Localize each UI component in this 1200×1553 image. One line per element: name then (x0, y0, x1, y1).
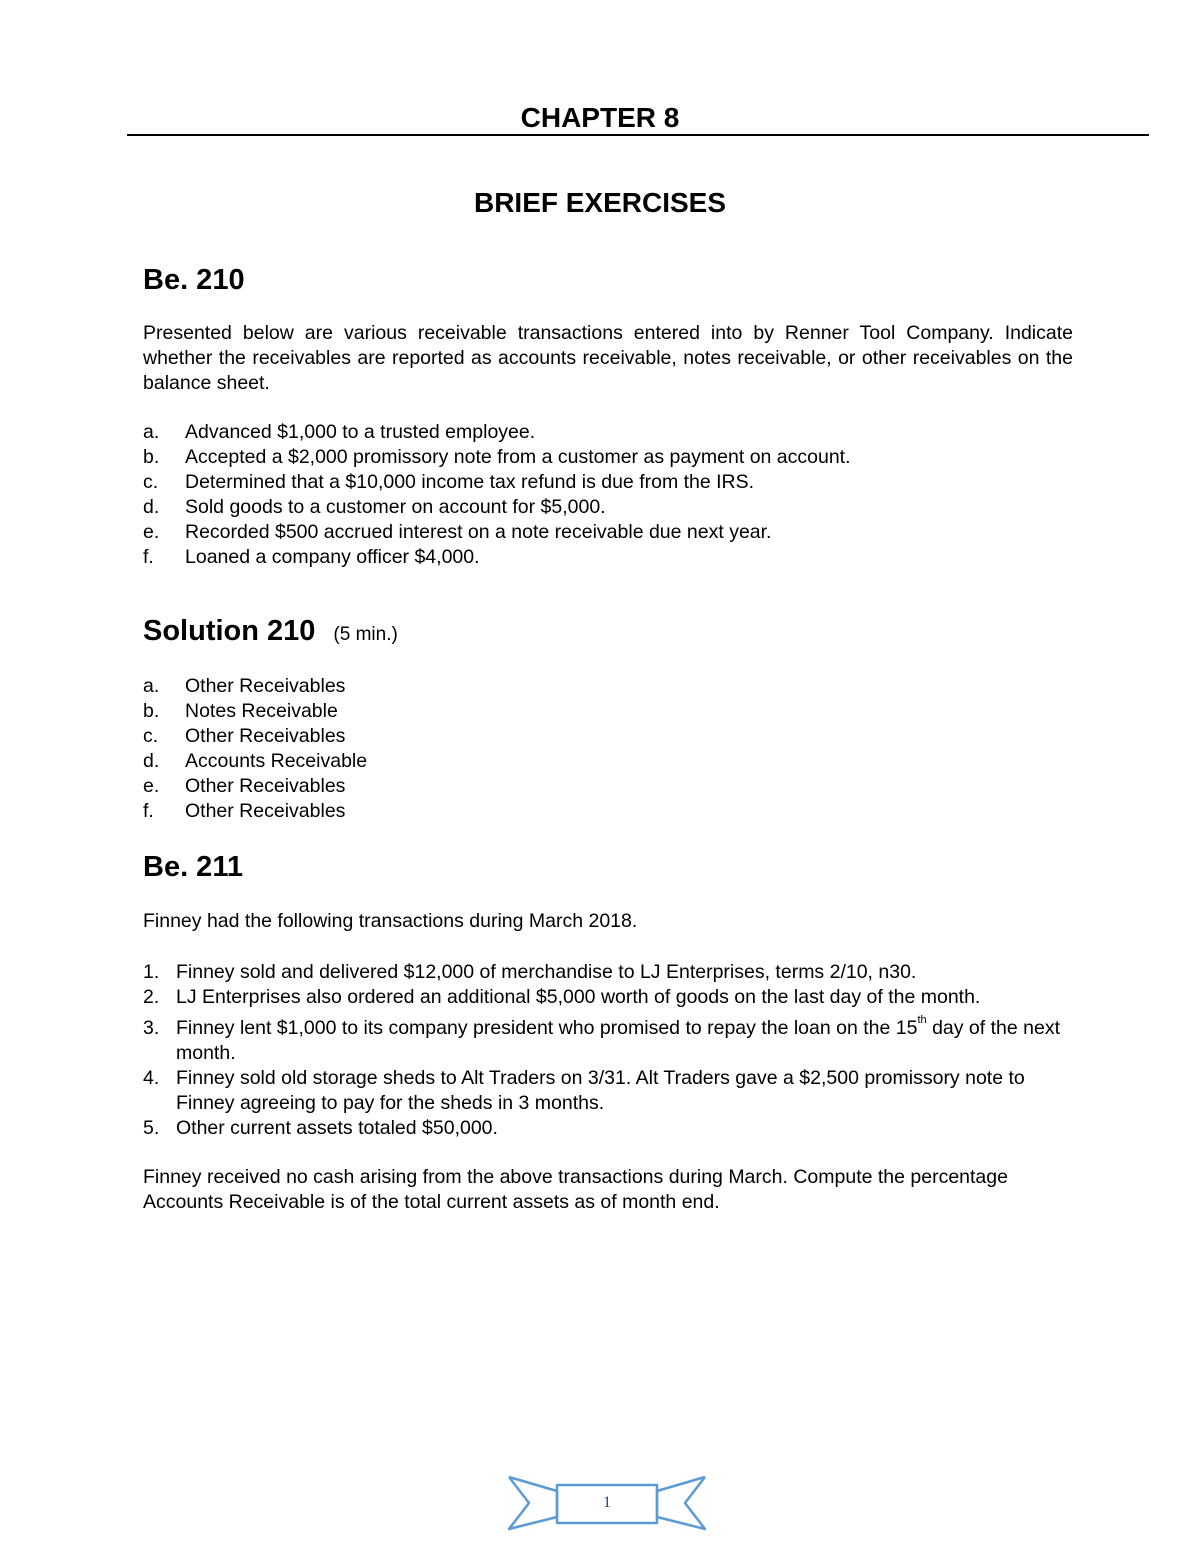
item-text-continued: day of the next month. (176, 1017, 1060, 1064)
page-number-ribbon (507, 1471, 707, 1537)
item-text: Notes Receivable (185, 700, 338, 722)
item-marker: 4. (143, 1067, 160, 1089)
item-marker: 1. (143, 961, 160, 983)
item-text: Other current assets totaled $50,000. (176, 1117, 498, 1139)
exercise-heading-210: Be. 210 (143, 264, 245, 296)
ribbon-right-tail (657, 1477, 705, 1529)
exercise-211-list (143, 960, 1083, 1141)
list-item (143, 445, 1083, 470)
list-item (143, 545, 1083, 570)
title-rule (127, 134, 1149, 136)
item-text: Other Receivables (185, 775, 346, 797)
item-marker: f. (143, 546, 154, 568)
item-text: Finney lent $1,000 to its company president who promised to repay the loan on the 15 (176, 1017, 918, 1039)
item-marker: d. (143, 496, 160, 518)
section-title: BRIEF EXERCISES (473, 187, 727, 218)
exercise-210-list (143, 420, 1083, 570)
list-item (143, 985, 1083, 1010)
item-marker: c. (143, 725, 159, 747)
list-item (143, 470, 1083, 495)
item-marker: a. (143, 675, 160, 697)
item-marker: 5. (143, 1117, 160, 1139)
item-text: Finney sold old storage sheds to Alt Traders on 3/31. Alt Traders gave a $2,500 promissory note to Finney agreeing to pay for the sheds in 3 months. (176, 1067, 1025, 1114)
item-text: Accepted a $2,000 promissory note from a customer as payment on account. (185, 446, 851, 468)
item-text: Advanced $1,000 to a trusted employee. (185, 421, 536, 443)
list-item (143, 1013, 1083, 1066)
item-marker: c. (143, 471, 159, 493)
ordinal-suffix: th (917, 1013, 927, 1026)
item-marker: a. (143, 421, 160, 443)
item-marker: 3. (143, 1017, 160, 1039)
list-item (143, 520, 1083, 545)
solution-title: Solution 210 (143, 615, 316, 647)
item-text: Sold goods to a customer on account for $5,000. (185, 496, 606, 518)
item-text: Other Receivables (185, 675, 346, 697)
ribbon-left-tail (509, 1477, 557, 1529)
list-item (143, 1116, 1083, 1141)
item-text: Determined that a $10,000 income tax refund is due from the IRS. (185, 471, 755, 493)
item-marker: e. (143, 775, 160, 797)
list-item (143, 724, 1083, 749)
item-text: Finney sold and delivered $12,000 of merchandise to LJ Enterprises, terms 2/10, n30. (176, 961, 917, 983)
list-item (143, 495, 1083, 520)
item-text: Other Receivables (185, 725, 346, 747)
item-marker: b. (143, 446, 160, 468)
list-item (143, 420, 1083, 445)
item-text: Loaned a company officer $4,000. (185, 546, 480, 568)
exercise-heading-211: Be. 211 (143, 851, 243, 883)
solution-heading-210 (143, 613, 398, 653)
exercise-211-question: Finney received no cash arising from the above transactions during March. Compute the percentage Accounts Receivable is of the total current assets as of month end. (143, 1166, 1008, 1213)
list-item (143, 1066, 1083, 1116)
item-marker: 2. (143, 986, 160, 1008)
solution-time: (5 min.) (333, 624, 398, 645)
item-text: Recorded $500 accrued interest on a note receivable due next year. (185, 521, 772, 543)
list-item (143, 960, 1083, 985)
list-item (143, 774, 1083, 799)
list-item (143, 699, 1083, 724)
list-item (143, 799, 1083, 824)
item-marker: f. (143, 800, 154, 822)
item-text: LJ Enterprises also ordered an additional $5,000 worth of goods on the last day of the month. (176, 986, 981, 1008)
list-item (143, 674, 1083, 699)
item-text: Other Receivables (185, 800, 346, 822)
item-marker: e. (143, 521, 160, 543)
page-number: 1 (603, 1494, 611, 1511)
item-marker: b. (143, 700, 160, 722)
item-marker: d. (143, 750, 160, 772)
exercise-211-intro: Finney had the following transactions during March 2018. (143, 910, 638, 932)
list-item (143, 749, 1083, 774)
exercise-210-intro: Presented below are various receivable transactions entered into by Renner Tool Company. Indicate whether the receivables are reported as accounts receivable, notes receivable, or other receivables on the balance sheet. (143, 322, 1073, 394)
item-text: Accounts Receivable (185, 750, 368, 772)
chapter-title: CHAPTER 8 (520, 102, 680, 133)
solution-210-list (143, 674, 1083, 824)
